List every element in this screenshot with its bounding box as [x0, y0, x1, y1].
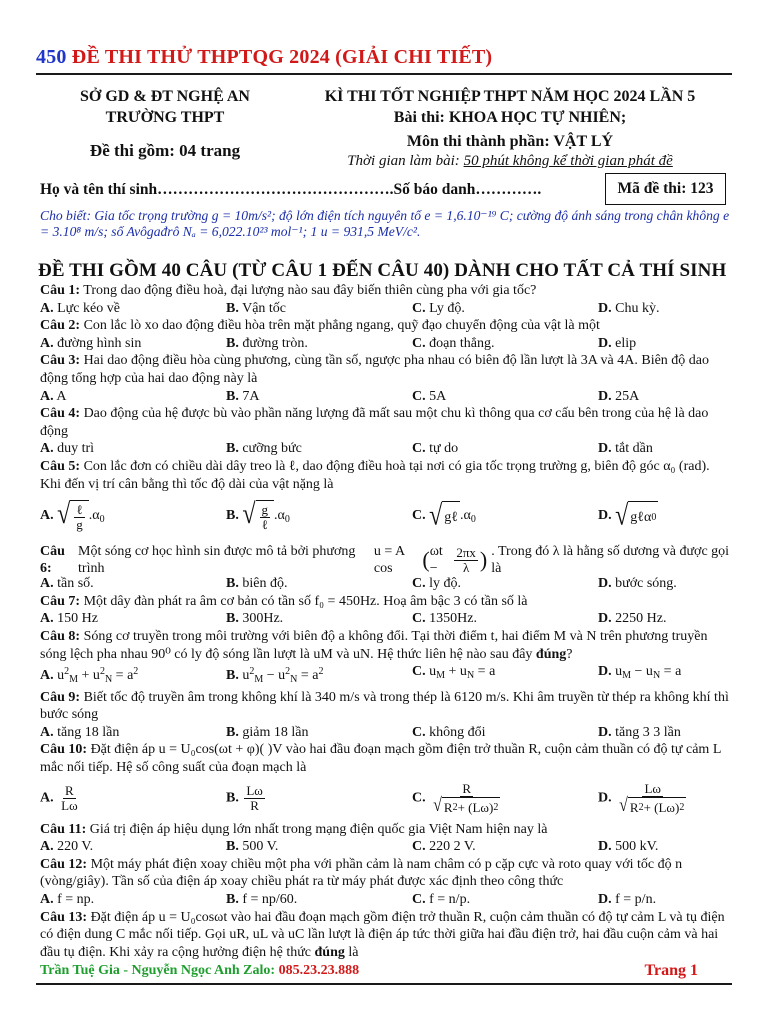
option-c[interactable]: C. không đổi	[412, 724, 486, 740]
options-2	[40, 335, 730, 353]
question-2: Câu 2: Con lắc lò xo dao động điều hòa trên mặt phẳng ngang, quỹ đạo chuyển động của vật là một	[40, 318, 600, 334]
option-c[interactable]: C. đoạn thẳng.	[412, 335, 495, 351]
question-4: Câu 4: Dao động của hệ được bù vào phần năng lượng đã mất sau một chu kì thông qua cơ cấu bên trong của hệ là dao động	[40, 406, 709, 439]
exam-code-box: Mã đề thi: 123	[605, 173, 726, 205]
option-d[interactable]: D. 25A	[598, 388, 640, 404]
option-a[interactable]: A. 150 Hz	[40, 611, 98, 627]
option-b[interactable]: B. biên độ.	[226, 576, 288, 592]
question-11: Câu 11: Giá trị điện áp hiệu dụng lớn nhất trong mạng điện quốc gia Việt Nam hiện nay là	[40, 821, 548, 837]
option-d[interactable]: D. Chu kỳ.	[598, 300, 660, 316]
question-1: Câu 1: Trong dao động điều hoà, đại lượng nào sau đây biến thiên cùng pha với gia tốc?	[40, 283, 537, 298]
banner-title	[36, 46, 492, 69]
option-c[interactable]: C. 1350Hz.	[412, 611, 477, 627]
options-8	[40, 663, 730, 689]
option-b[interactable]: B. Vận tốc	[226, 300, 287, 316]
banner-divider	[36, 73, 732, 75]
footer-phone: 085.23.23.888	[278, 963, 360, 978]
options-10	[40, 777, 730, 821]
option-a[interactable]: A. A	[40, 388, 67, 404]
option-d[interactable]: D. 500 kV.	[598, 839, 659, 855]
option-c[interactable]: C. 5A	[412, 388, 447, 404]
options-6	[40, 575, 730, 593]
options-12	[40, 891, 730, 909]
option-a[interactable]: A. duy trì	[40, 441, 95, 457]
school-name: TRƯỜNG THPT	[105, 109, 225, 126]
exam-time: Thời gian làm bài: 50 phút không kể thời gian phát đề	[347, 153, 673, 169]
option-c[interactable]: C. tự do	[412, 441, 459, 457]
footer-authors: Trần Tuệ Gia - Nguyễn Ngọc Anh Zalo: 085.23.23.888	[40, 963, 360, 978]
question-13: Câu 13: Đặt điện áp u = U₀cosωt vào hai đầu đoạn mạch gồm điện trở thuần R, cuộn cảm thuần có độ tự cảm L và tụ điện có điện dung C mắc nối tiếp. Gọi uR, uL và uC lần lượt là điện áp tức thời giữa hai đầu điện trở, hai đầu cuộn cảm và hai đầu tụ điện. Khi xảy ra cộng hưởng điện hệ thức đúng là	[40, 909, 725, 960]
option-c[interactable]: C. R √ R 2 + (Lω) 2	[412, 781, 499, 816]
options-4	[40, 440, 730, 458]
options-1	[40, 300, 730, 318]
option-b[interactable]: B. đường tròn.	[226, 335, 308, 351]
option-a[interactable]: A. Lực kéo về	[40, 300, 120, 316]
option-b[interactable]: B. $\frac{L\omega}{R}$	[226, 783, 263, 814]
sqrt-g-over-l: √ $\frac{g}{\text{ℓ}}$	[242, 500, 274, 532]
options-9	[40, 724, 730, 742]
option-b[interactable]: B. $u^2_M - u^2_N = a^2$	[226, 666, 324, 686]
page-count: Đề thi gồm: 04 trang	[89, 141, 241, 160]
question-9: Câu 9: Biết tốc độ truyền âm trong không khí là 340 m/s và trong thép là 6120 m/s. Khi âm truyền từ thép ra không khí thì bước sóng	[40, 689, 729, 723]
option-d[interactable]: D. √ gℓα 0	[598, 500, 657, 532]
department: SỞ GD & ĐT NGHỆ AN	[80, 88, 250, 105]
option-c[interactable]: C. 220 2 V.	[412, 839, 476, 855]
sqrt-l-over-g: √ $\frac{\text{ℓ}}{g}$	[57, 500, 89, 532]
question-list	[40, 282, 730, 961]
option-b[interactable]: B. 300Hz.	[226, 611, 284, 627]
question-8: Câu 8: Sóng cơ truyền trong môi trường với biên độ a không đổi. Tại thời điểm t, hai điểm M và N trên phương truyền sóng lệch pha nhau 90⁰ có ly độ sóng lần lượt là uM và uN. Hệ thức liên hệ nào sau đây đúng?	[40, 628, 708, 662]
exam-subject: Bài thi: KHOA HỌC TỰ NHIÊN;	[393, 109, 627, 126]
option-a[interactable]: A. 220 V.	[40, 839, 94, 855]
question-10: Câu 10: Đặt điện áp u = U₀cos(ωt + φ)( )V vào hai đầu đoạn mạch gồm điện trở thuần R, cuộn cảm thuần có độ tự cảm L mắc nối tiếp. Hệ số công suất của đoạn mạch là	[40, 742, 721, 776]
options-5	[40, 493, 730, 539]
option-d[interactable]: D. elip	[598, 335, 637, 351]
options-7	[40, 610, 730, 628]
option-c[interactable]: C. √ gℓ $.\alpha_0$	[412, 500, 476, 532]
option-d[interactable]: D. 2250 Hz.	[598, 611, 667, 627]
exam-part: Môn thi thành phần: VẬT LÝ	[406, 133, 614, 150]
footer-divider	[36, 983, 732, 985]
option-a[interactable]: A. tần số.	[40, 576, 94, 592]
page-number: Trang 1	[644, 962, 698, 979]
question-12: Câu 12: Một máy phát điện xoay chiều một pha với phần cảm là nam châm có p cặp cực và roto quay với tốc độ n (vòng/giây). Tần số của điện áp xoay chiều phát ra từ máy phát được xác định theo công thức	[40, 856, 683, 890]
option-c[interactable]: C. f = n/p.	[412, 892, 471, 908]
option-b[interactable]: B. √ $\frac{g}{\text{ℓ}}$ $.\alpha_0$	[226, 499, 290, 533]
header-right	[285, 86, 735, 170]
option-b[interactable]: B. f = np/60.	[226, 892, 298, 908]
option-a[interactable]: A. f = np.	[40, 892, 95, 908]
option-c[interactable]: C. ly độ.	[412, 576, 462, 592]
option-a[interactable]: A. đường hình sin	[40, 335, 142, 351]
option-d[interactable]: D. Lω √ R 2 + (Lω) 2	[598, 781, 685, 816]
question-3: Câu 3: Hai dao động điều hòa cùng phương, cùng tần số, ngược pha nhau có biên độ lần lượt là 3A và 4A. Biên độ dao động tổng hợp của hai dao động này là	[40, 353, 710, 386]
given-constants: Cho biết: Gia tốc trọng trường g = 10m/s²; độ lớn điện tích nguyên tố e = 1,6.10⁻¹⁹ C; cường độ ánh sáng trong chân không e = 3.10⁸ m/s; số Avôgađrô Nₐ = 6,022.10²³ mol⁻¹; 1 u = 931,5 MeV/c².	[40, 208, 730, 239]
option-b[interactable]: B. 7A	[226, 388, 260, 404]
banner-text: ĐỀ THI THỬ THPTQG 2024 (GIẢI CHI TIẾT)	[66, 46, 493, 68]
option-d[interactable]: D. f = p/n.	[598, 892, 657, 908]
student-info-line: Họ và tên thí sinh……………………………………….Số báo danh………….	[40, 181, 542, 198]
question-5: Câu 5: Con lắc đơn có chiều dài dây treo là ℓ, dao động điều hoà tại nơi có gia tốc trọng trường g, biên độ góc α₀ (rad). Khi đến vị trí cân bằng thì tốc độ dài của vật nặng là	[40, 458, 710, 492]
option-c[interactable]: C. $u_M + u_N = a$	[412, 664, 496, 682]
header-left	[40, 86, 290, 161]
options-11	[40, 838, 730, 856]
option-d[interactable]: D. bước sóng.	[598, 576, 677, 592]
option-a[interactable]: A. √ $\frac{\text{ℓ}}{g}$ $.\alpha_0$	[40, 499, 105, 533]
option-c[interactable]: C. Ly độ.	[412, 300, 465, 316]
option-a[interactable]: A. $\frac{R}{L\omega}$	[40, 783, 78, 814]
options-3	[40, 388, 730, 406]
question-7: Câu 7: Một dây đàn phát ra âm cơ bản có tần số f₀ = 450Hz. Hoạ âm bậc 3 có tần số là	[40, 593, 528, 609]
sqrt-gl: √ gℓ	[429, 500, 459, 532]
option-b[interactable]: B. 500 V.	[226, 839, 279, 855]
option-a[interactable]: A. tăng 18 lần	[40, 724, 120, 740]
exam-name: KÌ THI TỐT NGHIỆP THPT NĂM HỌC 2024 LẦN 5	[324, 88, 696, 105]
exam-title: ĐỀ THI GỒM 40 CÂU (TỪ CÂU 1 ĐẾN CÂU 40) DÀNH CHO TẤT CẢ THÍ SINH	[38, 260, 727, 281]
option-b[interactable]: B. giảm 18 lần	[226, 724, 309, 740]
option-d[interactable]: D. tăng 3 3 lần	[598, 724, 681, 740]
option-a[interactable]: A. $u^2_M + u^2_N = a^2$	[40, 666, 139, 686]
sqrt-gl-alpha: √ gℓα 0	[615, 500, 657, 532]
banner-number: 450	[36, 46, 67, 68]
wave-equation: u = A cos ( ωt − $\frac{2\pi x}{\lambda}$ )	[373, 543, 488, 577]
option-d[interactable]: D. tắt dần	[598, 441, 653, 457]
option-d[interactable]: D. $u_M - u_N = a$	[598, 664, 682, 682]
question-6: Câu 6: Một sóng cơ học hình sin được mô tả bởi phương trình u = A cos ( ωt − $\frac{2\pi x}{\lambda}$ ) . Trong đó λ là hằng số dương và được gọi là	[40, 543, 730, 577]
option-b[interactable]: B. cưỡng bức	[226, 441, 302, 457]
